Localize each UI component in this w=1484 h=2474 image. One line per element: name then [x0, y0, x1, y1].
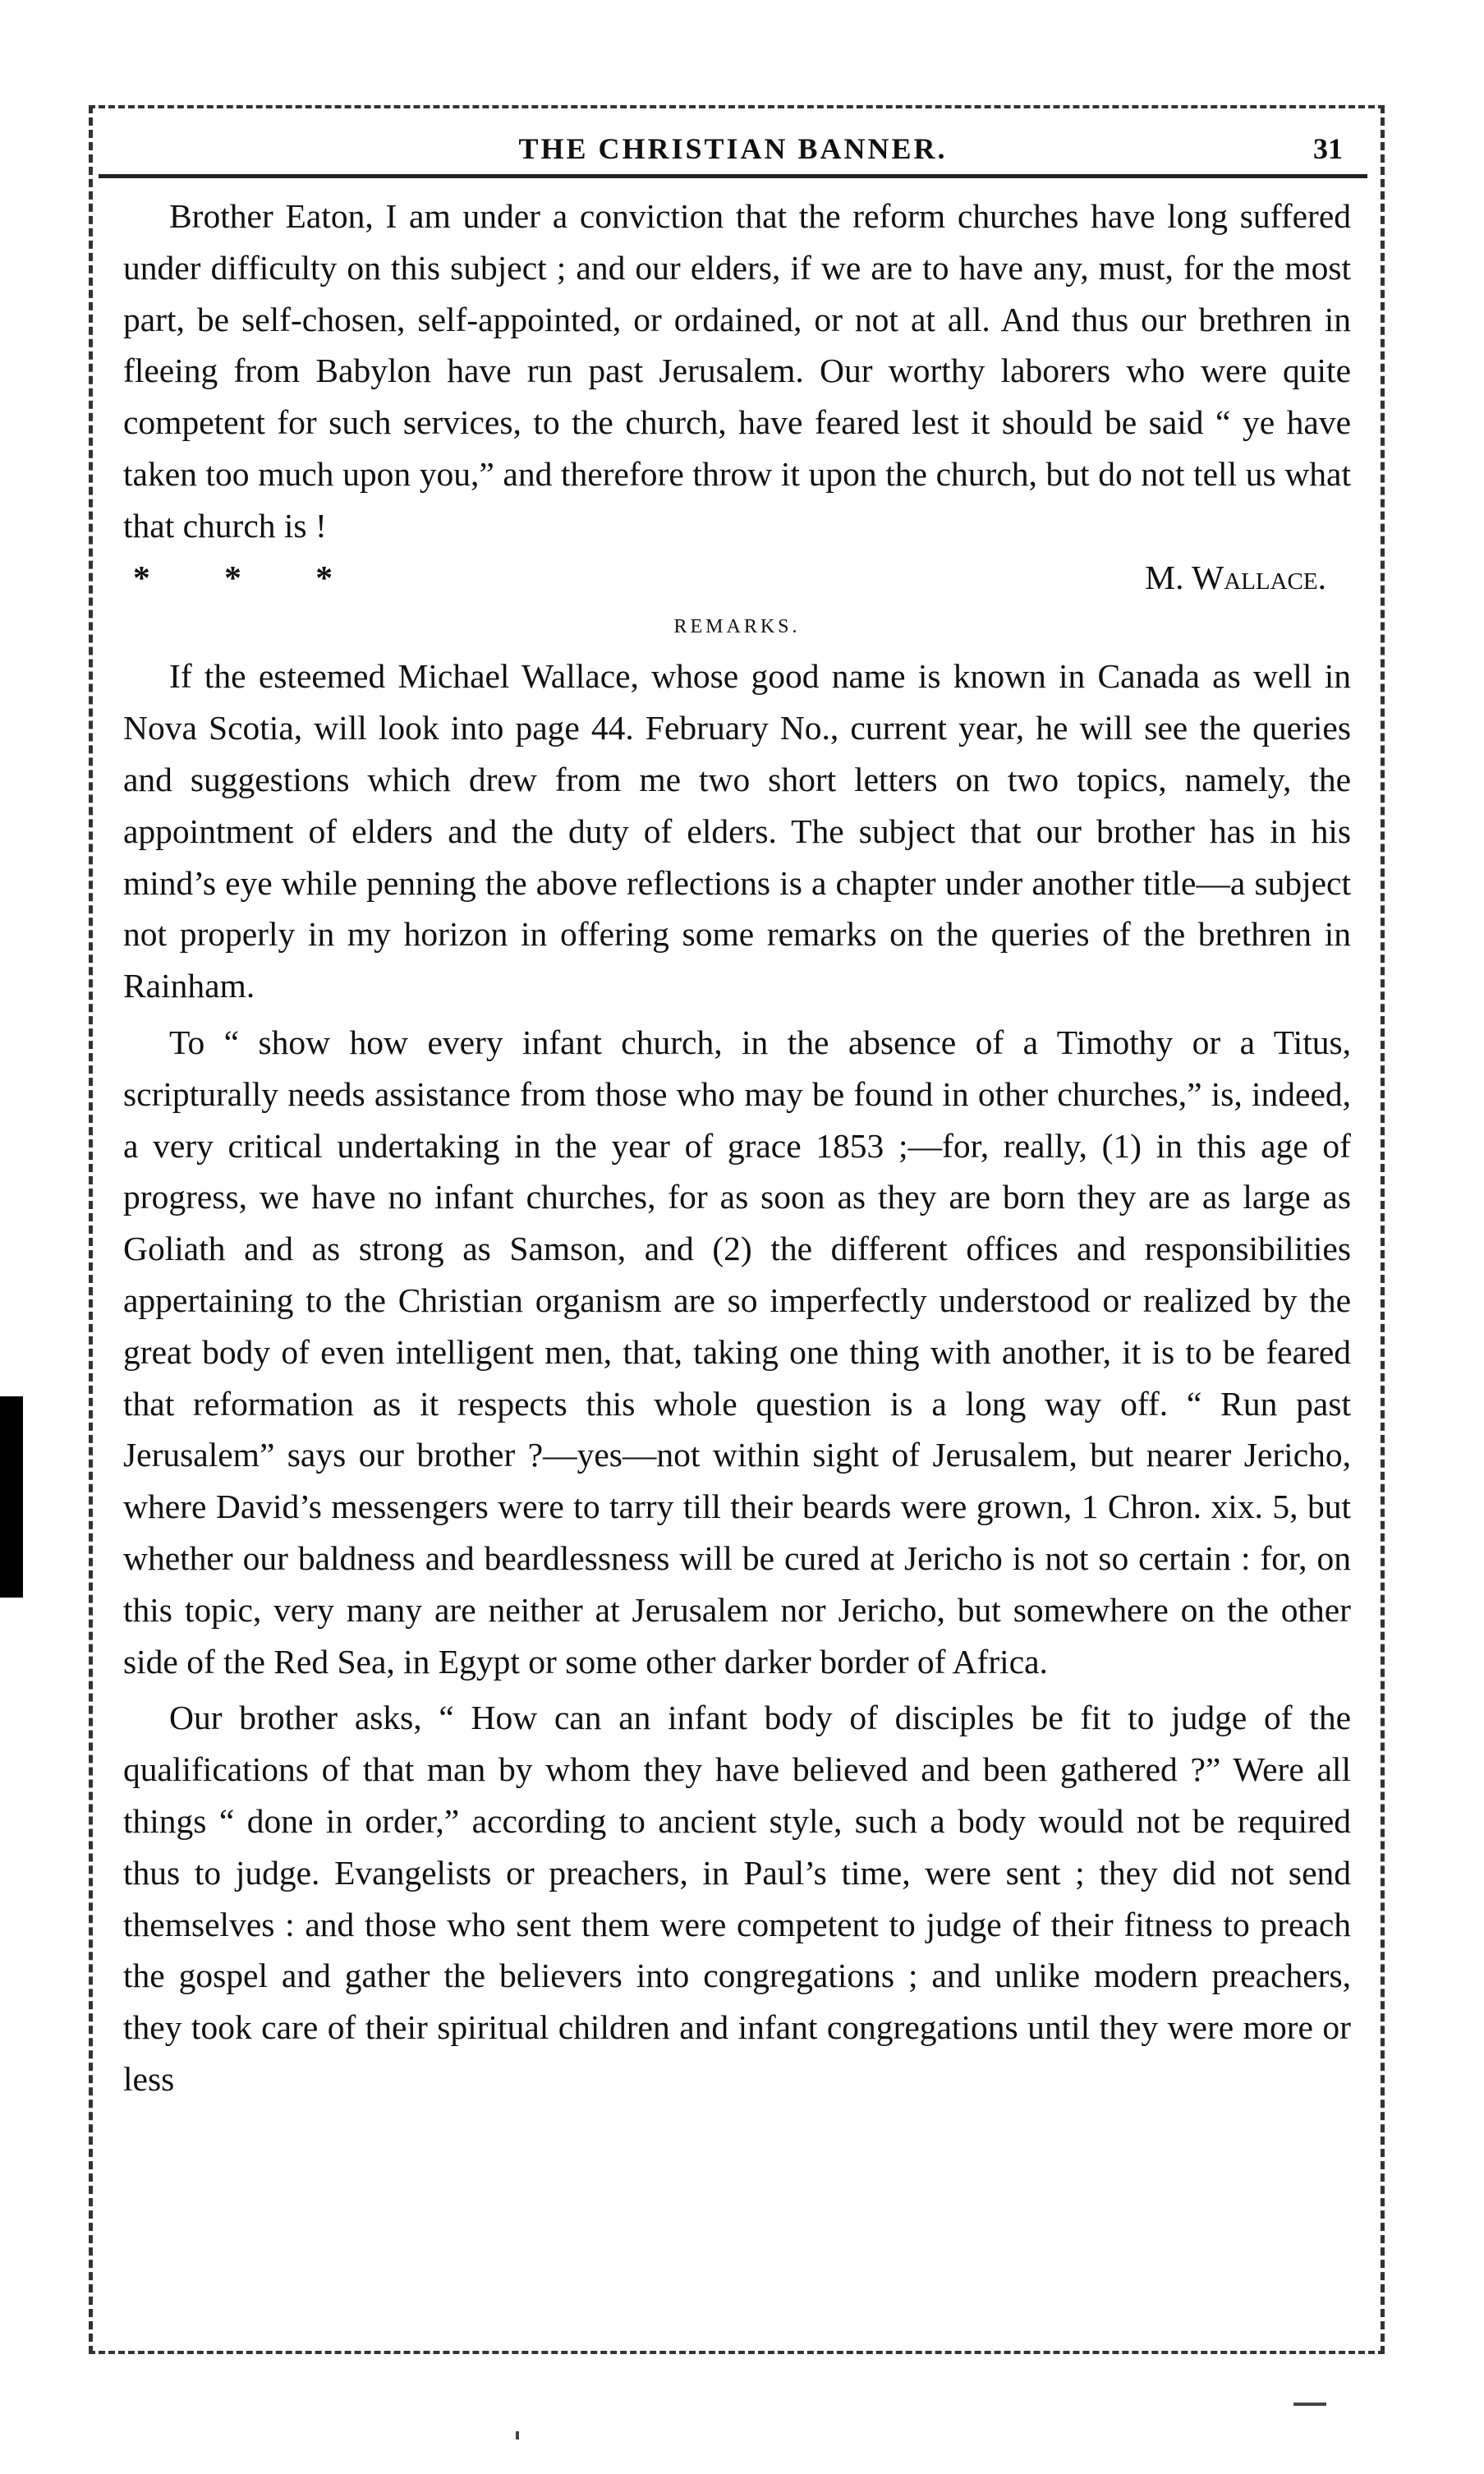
letter-paragraph: Brother Eaton, I am under a conviction that the reform churches have long suffered under difficulty on this subject ; and our elders, if we are to have any, must, for the most part, be self-chosen, self-appointed, or ordained, or not at all. And thus our brethren in fleeing from Babylon have run past Jerusalem. Our worthy laborers who were quite competent for such services, to the church, have feared lest it should be said “ ye have taken too much upon you,” and therefore throw it upon the church, but do not tell us what that church is ! — [123, 197, 1351, 545]
page-number: 31 — [1313, 132, 1343, 165]
article-body — [123, 191, 1351, 2105]
running-title: THE CHRISTIAN BANNER. — [518, 132, 948, 165]
letter-signature: M. Wallace. — [1145, 558, 1326, 596]
running-header — [99, 123, 1367, 178]
ornament-stars: * * * — [133, 558, 365, 596]
remarks-paragraph-3: Our brother asks, “ How can an infant body of disciples be fit to judge of the qualifications of that man by whom they have believed and been gathered ?” Were all things “ done in order,” according to ancient style, such a body would not be required thus to judge. Evangelists or preachers, in Paul’s time, were sent ; they did not send themselves : and those who sent them were competent to judge of their fitness to preach the gospel and gather the believers into congregations ; and unlike modern preachers, they took care of their spiritual children and infant congregations until they were more or less — [123, 1699, 1351, 2098]
remarks-heading: REMARKS. — [673, 616, 801, 638]
scan-margin-mark — [0, 1396, 23, 1598]
remarks-paragraph-2: To “ show how every infant church, in the absence of a Timothy or a Titus, scripturally needs assistance from those who may be found in other churches,” is, indeed, a very critical undertaking in the year of grace 1853 ;—for, really, (1) in this age of progress, we have no infant churches, for as soon as they are born they are as large as Goliath and as strong as Samson, and (2) the different offices and responsibilities appertaining to the Christian organism are so imperfectly understood or realized by the great body of even intelligent men, that, taking one thing with another, it is to be feared that reformation as it respects this whole question is a long way off. “ Run past Jerusalem” says our brother ?—yes—not within sight of Jerusalem, but nearer Jericho, where David’s messengers were to tarry till their beards were grown, 1 Chron. xix. 5, but whether our baldness and beardlessness will be cured at Jericho is not so certain : for, on this topic, very many are neither at Jerusalem nor Jericho, but somewhere on the other side of the Red Sea, in Egypt or some other darker border of Africa. — [123, 1023, 1351, 1681]
scan-dash-mark — [1293, 2403, 1326, 2406]
letter-signature-line — [123, 552, 1351, 604]
remarks-paragraph-1: If the esteemed Michael Wallace, whose good name is known in Canada as well in Nova Scotia, will look into page 44. February No., current year, he will see the queries and suggestions which drew from me two short letters on two topics, namely, the appointment of elders and the duty of elders. The subject that our brother has in his mind’s eye while penning the above reflections is a chapter under another title—a subject not properly in my horizon in offering some remarks on the queries of the brethren in Rainham. — [123, 657, 1351, 1005]
scan-dot-mark — [516, 2431, 519, 2440]
